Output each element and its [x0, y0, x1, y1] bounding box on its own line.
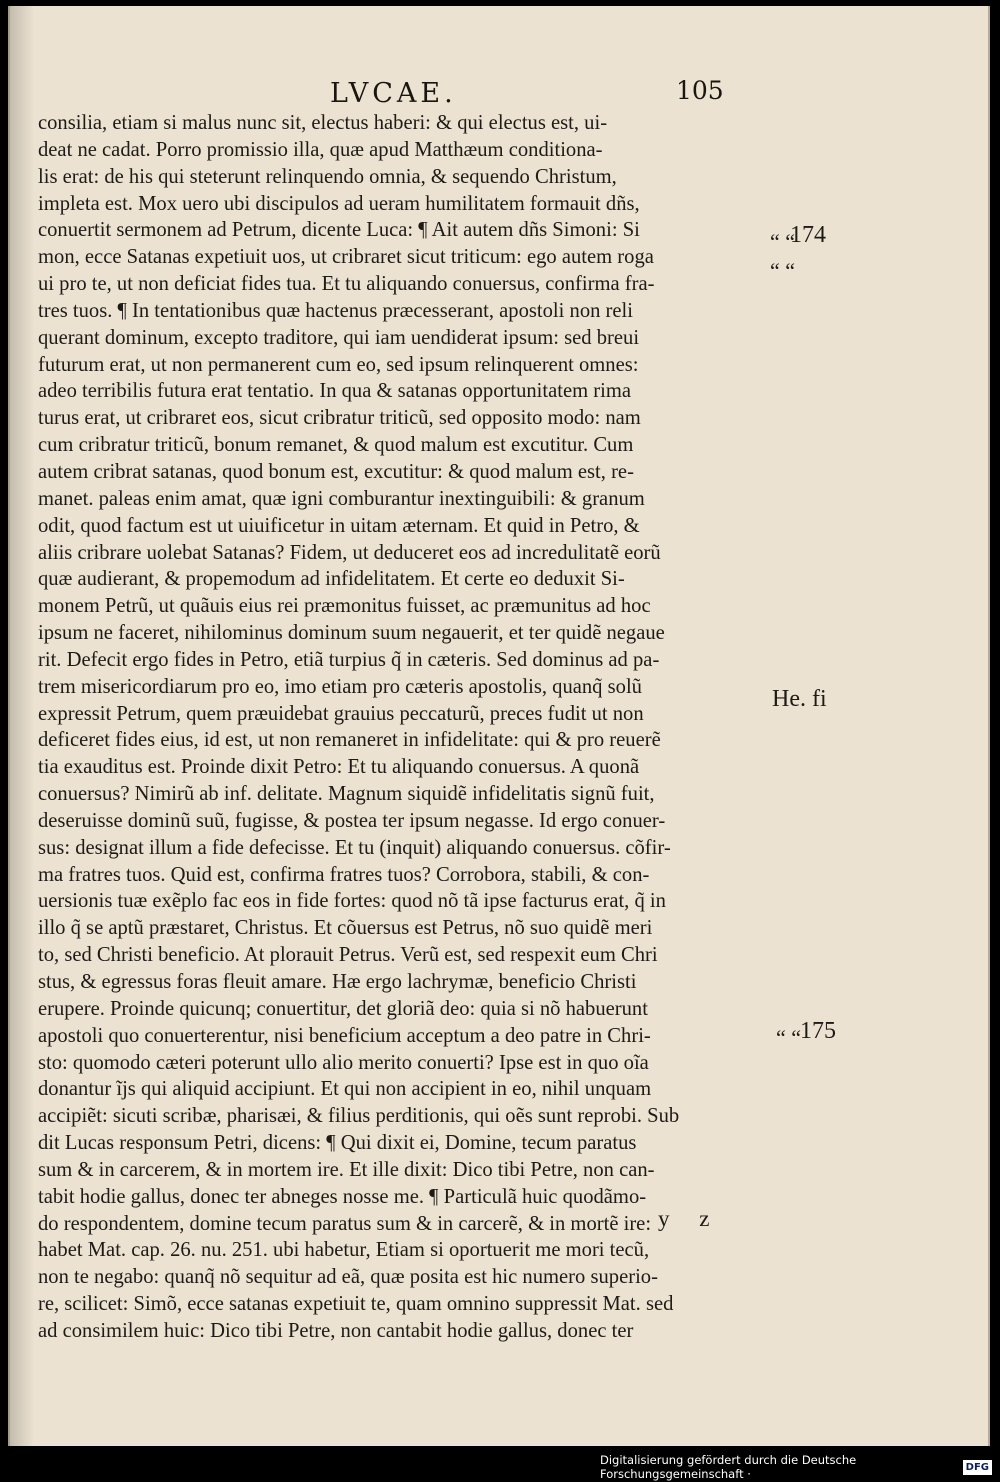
text-line: aliis cribrare uolebat Satanas? Fidem, ut deduceret eos ad incredulitatẽ eorũ	[38, 541, 661, 564]
text-line: tabit hodie gallus, donec ter abneges nosse me. ¶ Particulã huic quodãmo-	[38, 1185, 647, 1208]
text-line: sto: quomodo cæteri poterunt ullo alio merito conuerti? Ipse est in quo oĩa	[38, 1051, 649, 1074]
text-line: turus erat, ut cribraret eos, sicut cribratur triticũ, sed opposito modo: nam	[38, 407, 641, 430]
text-line: mon, ecce Satanas expetiuit uos, ut cribraret sicut triticum: ego autem roga	[38, 246, 654, 269]
signature-mark: y z	[658, 1206, 722, 1231]
credit-text: Digitalisierung gefördert durch die Deutsche Forschungsgemeinschaft ·	[600, 1453, 857, 1481]
text-line: donantur ĩjs qui aliquid accipiunt. Et qui non accipient in eo, nihil unquam	[38, 1078, 652, 1101]
text-line: rit. Defecit ergo fides in Petro, etiã turpius q̃ in cæteris. Sed dominus ad pa-	[38, 648, 660, 671]
text-line: illo q̃ se aptũ præstaret, Christus. Et cõuersus est Petrus, nõ suo quidẽ meri	[38, 917, 653, 940]
text-line: trem misericordiarum pro eo, imo etiam pro cæteris apostolis, quanq̃ solũ	[38, 675, 642, 698]
running-title: LVCAE.	[330, 78, 457, 109]
marginal-quote-marks: “ “	[770, 229, 796, 254]
digitization-credit	[600, 1453, 992, 1481]
text-line: tres tuos. ¶ In tentationibus quæ hactenus præcesserant, apostoli non reli	[38, 299, 633, 322]
text-line: deficeret fides eius, id est, ut non remaneret in infidelitate: qui & pro reuerẽ	[38, 729, 661, 752]
text-line: stus, & egressus foras fleuit amare. Hæ ergo lachrymæ, beneficio Christi	[38, 971, 637, 993]
page-number: 105	[676, 76, 724, 105]
text-line: querant dominum, excepto traditore, qui iam uendiderat ipsum: sed breui	[38, 326, 640, 349]
text-line: sus: designat illum a fide defecisse. Et tu (inquit) aliquando conuersus. cõfir-	[38, 836, 671, 859]
text-line: erupere. Proinde quicunq; conuertitur, det gloriã deo: quia si nõ habuerunt	[38, 997, 648, 1020]
text-line: monem Petrũ, ut quãuis eius rei præmonitus fuisset, ac præmunitus ad hoc	[38, 595, 651, 618]
text-line: cum cribratur triticũ, bonum remanet, & quod malum est excutitur. Cum	[38, 434, 634, 457]
text-line: autem cribrat satanas, quod bonum est, excutitur: & quod malum est, re-	[38, 460, 634, 483]
marginal-note-175: 175	[800, 1018, 836, 1044]
text-line: ui pro te, ut non deficiat fides tua. Et tu aliquando conuersus, confirma fra-	[38, 273, 655, 296]
text-line: sum & in carcerem, & in mortem ire. Et ille dixit: Dico tibi Petre, non can-	[38, 1158, 655, 1181]
text-line: deat ne cadat. Porro promissio illa, quæ apud Matthæum conditiona-	[38, 138, 603, 161]
marginal-quote-marks-3: “ “	[776, 1025, 802, 1050]
text-line: ipsum ne faceret, nihilominus dominum suum negauerit, et ter quidẽ negaue	[38, 622, 665, 645]
text-line: ad consimilem huic: Dico tibi Petre, non cantabit hodie gallus, donec ter	[38, 1319, 634, 1342]
text-line: conuersus? Nimirũ ab inf. delitate. Magnum siquidẽ infidelitatis signũ fuit,	[38, 783, 655, 806]
text-line: manet. paleas enim amat, quæ igni comburantur inextinguibili: & granum	[38, 487, 645, 510]
text-line: to, sed Christi beneficio. At plorauit Petrus. Verũ est, sed respexit eum Chri	[38, 944, 658, 967]
text-line: tia exauditus est. Proinde dixit Petro: Et tu aliquando conuersus. A quonã	[38, 756, 640, 779]
text-line: non te negabo: quanq̃ nõ sequitur ad eã, quæ posita est hic numero superio-	[38, 1266, 658, 1289]
text-line: odit, quod factum est ut uiuificetur in uitam æternam. Et quid in Petro, &	[38, 514, 640, 537]
text-line: impleta est. Mox uero ubi discipulos ad ueram humilitatem formauit dñs,	[38, 192, 640, 215]
text-line: quæ audierant, & propemodum ad infidelitatem. Et certe eo deduxit Si-	[38, 568, 625, 591]
text-line: expressit Petrum, quem præuidebat grauius peccaturũ, preces fudit ut non	[38, 702, 644, 725]
dfg-logo: DFG	[963, 1460, 992, 1475]
marginal-quote-marks-2: “ “	[770, 258, 796, 283]
text-line: do respondentem, domine tecum paratus sum & in carcerẽ, & in mortẽ ire:	[38, 1212, 652, 1235]
text-line: dit Lucas responsum Petri, dicens: ¶ Qui dixit ei, Domine, tecum paratus	[38, 1132, 637, 1155]
page-gutter-shadow	[8, 6, 34, 1446]
text-line: conuertit sermonem ad Petrum, dicente Luca: ¶ Ait autem dñs Simoni: Si	[38, 219, 640, 242]
text-line: deseruisse dominũ suũ, fugisse, & postea ter ipsum negasse. Id ergo conuer-	[38, 809, 666, 832]
text-line: uersionis tuæ exẽplo fac eos in fide fortes: quod nõ tã ipse facturus erat, q̃ in	[38, 890, 666, 913]
text-line: futurum erat, ut non permanerent cum eo, sed ipsum relinquerent omnes:	[38, 353, 639, 376]
text-line: re, scilicet: Simõ, ecce satanas expetiuit te, quam omnino suppressit Mat. sed	[38, 1293, 674, 1316]
marginal-note-hebrews: He. fi	[772, 686, 827, 712]
text-line: apostoli quo conuerterentur, nisi beneficium acceptum a deo patre in Chri-	[38, 1024, 651, 1047]
text-line: ma fratres tuos. Quid est, confirma fratres tuos? Corrobora, stabili, & con-	[38, 863, 650, 886]
text-line: habet Mat. cap. 26. nu. 251. ubi habetur, Etiam si oportuerit me mori tecũ,	[38, 1239, 650, 1262]
text-line: accipiẽt: sicuti scribæ, pharisæi, & filius perditionis, qui oẽs sunt reprobi. Sub	[38, 1105, 680, 1128]
body-text	[38, 110, 768, 1345]
text-line: adeo terribilis futura erat tentatio. In qua & satanas opportunitatem rima	[38, 380, 632, 403]
text-line: lis erat: de his qui steterunt relinquendo omnia, & sequendo Christum,	[38, 165, 617, 188]
text-line: consilia, etiam si malus nunc sit, electus haberi: & qui electus est, ui-	[38, 112, 608, 134]
marginal-note-174: 174	[790, 222, 826, 248]
